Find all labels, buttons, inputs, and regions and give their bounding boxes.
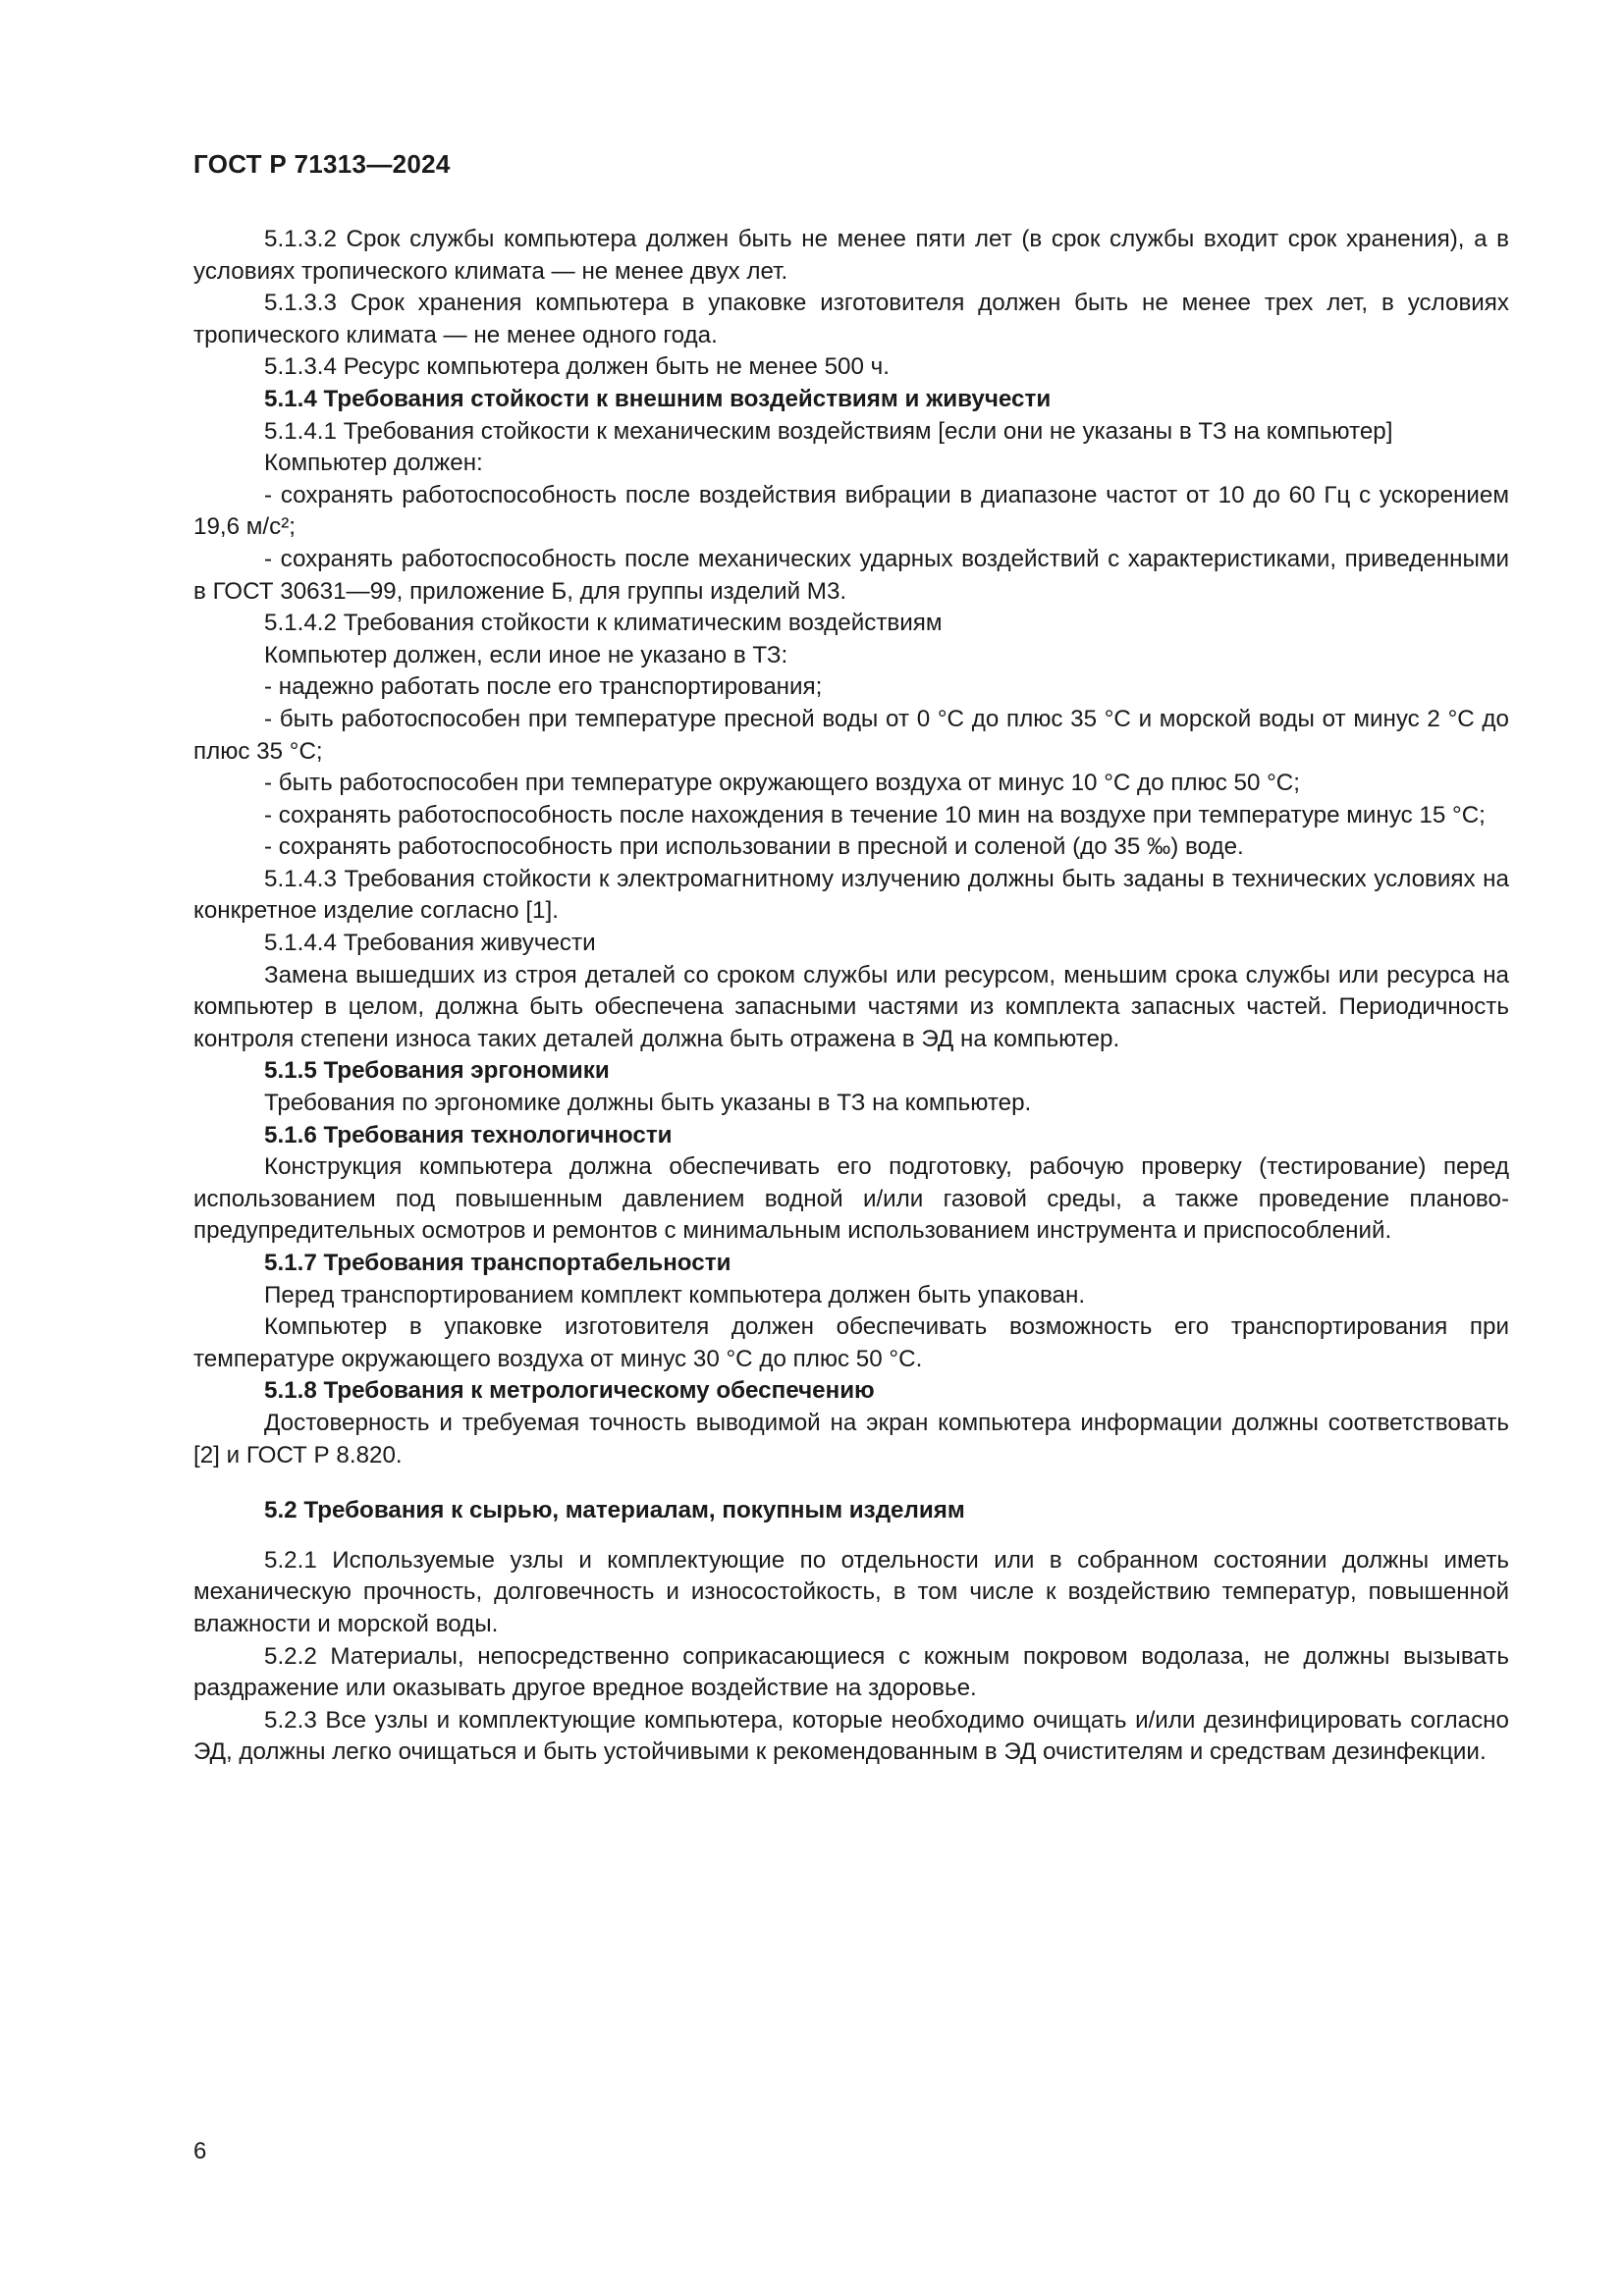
list-item-shock: - сохранять работоспособность после механических ударных воздействий с характеристиками, приведенными в ГОСТ 30631—99, приложение Б, для группы изделий М3. (193, 545, 1509, 605)
paragraph-transport-temp: Компьютер в упаковке изготовителя должен обеспечивать возможность его транспортирования при температуре окружающего воздуха от минус 30 °С до плюс 50 °С. (193, 1313, 1509, 1372)
list-item-vibration: - сохранять работоспособность после воздействия вибрации в диапазоне частот от 10 до 60 Гц с ускорением 19,6 м/с²; (193, 481, 1509, 541)
list-item-air-temp: - быть работоспособен при температуре окружающего воздуха от минус 10 °С до плюс 50 °С; (264, 770, 1300, 797)
heading-5-1-8: 5.1.8 Требования к метрологическому обеспечению (264, 1377, 875, 1405)
paragraph-computer-must: Компьютер должен: (264, 450, 483, 477)
paragraph-5-2-2: 5.2.2 Материалы, непосредственно соприкасающиеся с кожным покровом водолаза, не должны вызывать раздражение или оказывать другое вредное воздействие на здоровье. (193, 1642, 1509, 1702)
paragraph-metrology: Достоверность и требуемая точность выводимой на экран компьютера информации должны соответствовать [2] и ГОСТ Р 8.820. (193, 1409, 1509, 1468)
paragraph-5-1-3-3: 5.1.3.3 Срок хранения компьютера в упаковке изготовителя должен быть не менее трех лет, в условиях тропического климата — не менее одного года. (193, 290, 1509, 348)
heading-5-2: 5.2 Требования к сырью, материалам, покупным изделиям (264, 1497, 965, 1524)
paragraph-manufacturability: Конструкция компьютера должна обеспечивать его подготовку, рабочую проверку (тестирование) перед использованием под повышенным давлением водной и/или газовой среды, а также проведение планово-предупредительных осмотров и ремонтов с минимальным использованием инструмента и приспособлений. (193, 1153, 1509, 1245)
paragraph-5-1-4-1: 5.1.4.1 Требования стойкости к механическим воздействиям [если они не указаны в ТЗ на компьютер] (264, 417, 1393, 445)
paragraph-computer-must-tz: Компьютер должен, если иное не указано в ТЗ: (264, 641, 788, 668)
paragraph-5-2-1: 5.2.1 Используемые узлы и комплектующие по отдельности или в собранном состоянии должны иметь механическую прочность, долговечность и износостойкость, в том числе к воздействию температур, повышенной влажности и морской воды. (193, 1546, 1509, 1637)
document-header: ГОСТ Р 71313—2024 (193, 149, 451, 179)
heading-5-1-6: 5.1.6 Требования технологичности (264, 1121, 673, 1148)
list-item-salt-water: - сохранять работоспособность при использовании в пресной и соленой (до 35 ‰) воде. (264, 833, 1244, 861)
list-item-transport: - надежно работать после его транспортирования; (264, 673, 823, 701)
paragraph-5-1-4-4: 5.1.4.4 Требования живучести (264, 930, 596, 957)
list-item-cold-air: - сохранять работоспособность после нахождения в течение 10 мин на воздухе при температуре минус 15 °С; (264, 801, 1486, 828)
document-body (193, 224, 1509, 1769)
page-number: 6 (193, 2138, 207, 2164)
heading-5-1-5: 5.1.5 Требования эргономики (264, 1057, 610, 1085)
paragraph-packaging: Перед транспортированием комплект компьютера должен быть упакован. (264, 1281, 1086, 1308)
list-item-water-temp: - быть работоспособен при температуре пресной воды от 0 °С до плюс 35 °С и морской воды от минус 2 °С до плюс 35 °С; (193, 705, 1509, 765)
paragraph-5-1-4-3: 5.1.4.3 Требования стойкости к электромагнитному излучению должны быть заданы в технических условиях на конкретное изделие согласно [1]. (193, 865, 1509, 925)
paragraph-5-1-3-4: 5.1.3.4 Ресурс компьютера должен быть не менее 500 ч. (264, 353, 890, 381)
paragraph-5-2-3: 5.2.3 Все узлы и комплектующие компьютера, которые необходимо очищать и/или дезинфицировать согласно ЭД, должны легко очищаться и быть устойчивыми к рекомендованным в ЭД очистителям и средствам дезинфекции. (193, 1706, 1509, 1766)
heading-5-1-4: 5.1.4 Требования стойкости к внешним воздействиям и живучести (264, 385, 1052, 412)
paragraph-5-1-3-2: 5.1.3.2 Срок службы компьютера должен быть не менее пяти лет (в срок службы входит срок хранения), а в условиях тропического климата — не менее двух лет. (193, 226, 1509, 285)
paragraph-5-1-4-2: 5.1.4.2 Требования стойкости к климатическим воздействиям (264, 610, 943, 637)
paragraph-spare-parts: Замена вышедших из строя деталей со сроком службы или ресурсом, меньшим срока службы или ресурса на компьютер в целом, должна быть обеспечена запасными частями из комплекта запасных частей. Периодичность контроля степени износа таких деталей должна быть отражена в ЭД на компьютер. (193, 961, 1509, 1052)
paragraph-ergonomics: Требования по эргономике должны быть указаны в ТЗ на компьютер. (264, 1090, 1032, 1117)
heading-5-1-7: 5.1.7 Требования транспортабельности (264, 1250, 731, 1276)
